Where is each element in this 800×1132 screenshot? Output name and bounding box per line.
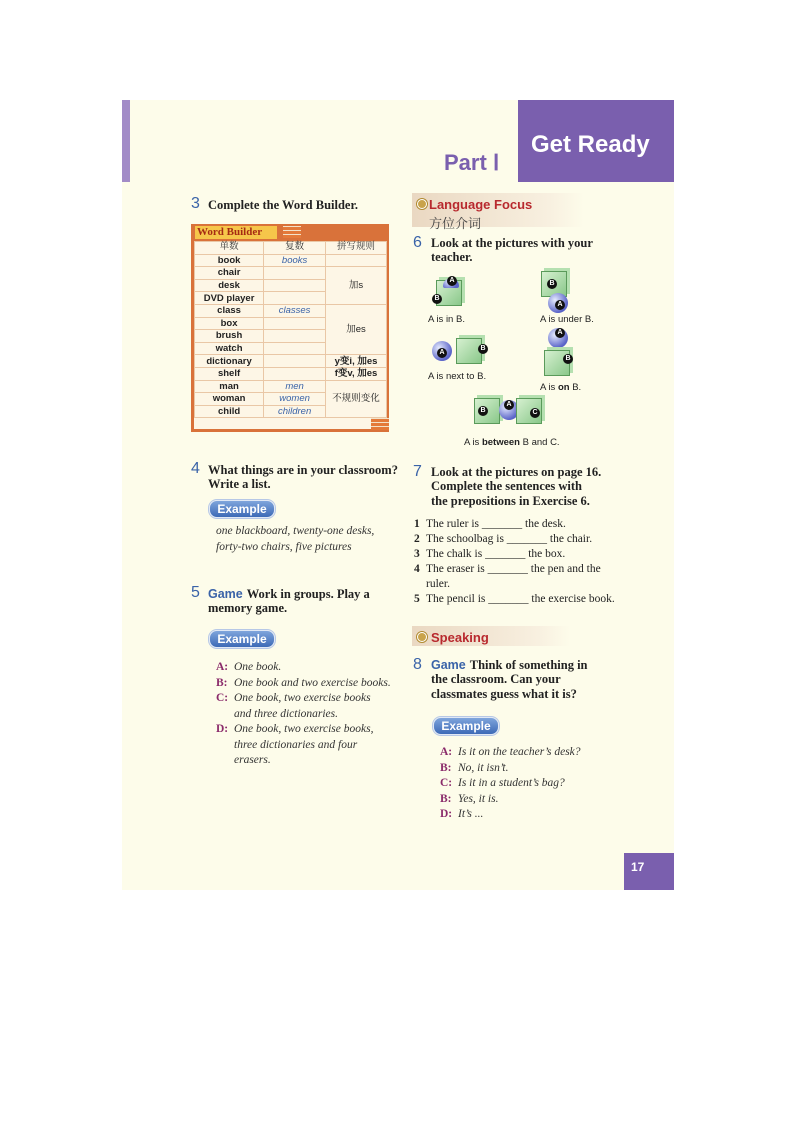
exercise-6-instruction-line2: teacher. xyxy=(431,250,473,264)
language-focus-title: Language Focus xyxy=(429,197,533,212)
caption-on xyxy=(540,382,581,393)
dialogue-line xyxy=(216,738,391,754)
table-cell: dictionary xyxy=(195,355,264,368)
label-b-icon: B xyxy=(478,406,488,416)
table-cell: desk xyxy=(195,279,264,292)
word-builder-table xyxy=(194,241,387,418)
label-c-icon: C xyxy=(530,408,540,418)
item-number: 4 xyxy=(414,563,420,575)
label-a-icon: A xyxy=(447,276,457,286)
caption-text: B and C. xyxy=(519,437,560,448)
dialogue-text: One book and two exercise books. xyxy=(234,676,391,689)
dialogue-line xyxy=(216,707,391,723)
exercise-6-number: 6 xyxy=(413,234,422,251)
example-badge: Example xyxy=(209,630,275,648)
game-label: Game xyxy=(208,587,243,601)
dialogue xyxy=(440,745,581,823)
list-item xyxy=(414,547,615,562)
textbook-page xyxy=(122,100,674,890)
exercise-8-instruction-text: Think of something in xyxy=(469,658,588,672)
list-item xyxy=(414,532,615,547)
dialogue-text: One book, two exercise books, xyxy=(234,723,374,735)
table-cell: 不规则变化 xyxy=(326,380,387,418)
table-row xyxy=(195,380,387,393)
bullet-icon xyxy=(417,199,427,209)
caption-text: A is xyxy=(464,437,482,448)
table-cell: class xyxy=(195,304,264,317)
table-cell: shelf xyxy=(195,367,264,380)
dialogue-text: One book, two exercise books xyxy=(234,692,371,704)
table-cell: brush xyxy=(195,330,264,343)
table-row xyxy=(195,267,387,280)
table-cell: chair xyxy=(195,267,264,280)
item-text: The pencil is _______ the exercise book. xyxy=(426,593,615,605)
table-cell: watch xyxy=(195,342,264,355)
dialogue-text: Yes, it is. xyxy=(458,792,499,805)
table-header-cell: 单数 xyxy=(195,242,264,255)
label-b-icon: B xyxy=(432,294,442,304)
exercise-8-instruction-line2: the classroom. Can your xyxy=(431,672,561,686)
exercise-7-instruction-line2: Complete the sentences with xyxy=(431,479,583,493)
speaker-label: B: xyxy=(440,792,452,805)
dialogue xyxy=(216,660,391,769)
bullet-icon xyxy=(417,632,427,642)
list-item xyxy=(414,517,615,532)
label-a-icon: A xyxy=(555,328,565,338)
speaker-label: C: xyxy=(440,777,453,789)
table-cell: man xyxy=(195,380,264,393)
exercise-6-instruction-line1: Look at the pictures with your xyxy=(431,236,593,250)
dialogue-text: erasers. xyxy=(234,754,271,766)
dialogue-line xyxy=(440,807,581,823)
dialogue-line xyxy=(216,753,391,769)
dialogue-text: Is it in a student’s bag? xyxy=(458,777,565,789)
item-text: ruler. xyxy=(426,578,450,590)
exercise-5-instruction-line2: memory game. xyxy=(208,601,288,615)
table-cell: f变v, 加es xyxy=(326,367,387,380)
speaker-label: D: xyxy=(440,808,453,820)
exercise-4-instruction-line1: What things are in your classroom? xyxy=(208,463,398,477)
exercise-4-instruction-line2: Write a list. xyxy=(208,477,271,491)
language-focus-subtitle: 方位介词 xyxy=(429,216,482,231)
sentence-list xyxy=(414,517,615,607)
table-cell: woman xyxy=(195,393,264,406)
label-b-icon: B xyxy=(563,354,573,364)
table-cell xyxy=(264,367,326,380)
caption-text: B. xyxy=(569,382,582,393)
brick-decoration-icon xyxy=(283,226,301,238)
label-b-icon: B xyxy=(478,344,488,354)
dialogue-line xyxy=(440,792,581,808)
dialogue-line xyxy=(216,676,391,692)
table-header-cell: 复数 xyxy=(264,242,326,255)
dialogue-line xyxy=(440,776,581,792)
example-badge: Example xyxy=(433,717,499,735)
table-cell xyxy=(264,330,326,343)
exercise-5-instruction-line1 xyxy=(208,587,370,602)
table-cell: classes xyxy=(264,304,326,317)
dialogue-text: One book. xyxy=(234,661,282,673)
table-cell xyxy=(326,254,387,267)
exercise-5-instruction-text: Work in groups. Play a xyxy=(246,587,370,601)
item-text: The ruler is _______ the desk. xyxy=(426,518,566,530)
item-text: The schoolbag is _______ the chair. xyxy=(426,533,593,545)
exercise-8-number: 8 xyxy=(413,656,422,673)
example-answer-line1: one blackboard, twenty-one desks, xyxy=(216,525,375,537)
example-answer-line2: forty-two chairs, five pictures xyxy=(216,541,352,553)
dialogue-text: No, it isn’t. xyxy=(458,761,509,774)
game-label: Game xyxy=(431,658,466,672)
table-cell: child xyxy=(195,405,264,418)
dialogue-text: and three dictionaries. xyxy=(234,707,339,720)
table-cell: book xyxy=(195,254,264,267)
speaker-label: C: xyxy=(216,692,229,704)
table-cell: y变i, 加es xyxy=(326,355,387,368)
dialogue-line xyxy=(216,660,391,676)
exercise-5-number: 5 xyxy=(191,584,200,601)
table-cell xyxy=(264,342,326,355)
list-item xyxy=(414,562,615,577)
table-cell: children xyxy=(264,405,326,418)
speaker-label: D: xyxy=(216,723,229,735)
label-a-icon: A xyxy=(504,400,514,410)
speaking-title: Speaking xyxy=(431,630,489,645)
example-badge: Example xyxy=(209,500,275,518)
brick-decoration-icon xyxy=(371,418,389,430)
exercise-7-instruction-line1: Look at the pictures on page 16. xyxy=(431,465,602,479)
dialogue-text: Is it on the teacher’s desk? xyxy=(458,746,581,758)
part-title: Part Ⅰ xyxy=(444,150,500,175)
exercise-8-instruction-line1 xyxy=(431,658,588,673)
exercise-7-instruction-line3: the prepositions in Exercise 6. xyxy=(431,494,590,508)
table-row xyxy=(195,304,387,317)
item-text: The eraser is _______ the pen and the xyxy=(426,563,601,575)
speaker-label: B: xyxy=(440,761,452,774)
table-cell xyxy=(264,317,326,330)
exercise-3-instruction: Complete the Word Builder. xyxy=(208,198,359,212)
dialogue-line xyxy=(216,722,391,738)
table-cell xyxy=(264,355,326,368)
table-cell xyxy=(264,279,326,292)
caption-preposition: on xyxy=(557,382,570,393)
table-cell: box xyxy=(195,317,264,330)
table-cell: DVD player xyxy=(195,292,264,305)
page-edge-bar xyxy=(122,100,130,182)
exercise-8-instruction-line3: classmates guess what it is? xyxy=(431,687,577,701)
table-cell: men xyxy=(264,380,326,393)
dialogue-text: It’s ... xyxy=(458,808,484,820)
exercise-7-number: 7 xyxy=(413,463,422,480)
caption-preposition: between xyxy=(481,437,520,448)
exercise-4-number: 4 xyxy=(191,460,200,477)
caption-text: A is xyxy=(540,382,558,393)
table-row xyxy=(195,254,387,267)
speaker-label: A: xyxy=(216,661,229,673)
caption-under: A is under B. xyxy=(540,314,594,325)
dialogue-line xyxy=(216,691,391,707)
label-a-icon: A xyxy=(555,300,565,310)
caption-in: A is in B. xyxy=(428,314,465,325)
exercise-3-number: 3 xyxy=(191,195,200,212)
caption-next-to: A is next to B. xyxy=(428,371,487,382)
item-number: 5 xyxy=(414,593,420,605)
table-row xyxy=(195,355,387,368)
table-header-cell: 拼写规则 xyxy=(326,242,387,255)
label-b-icon: B xyxy=(547,279,557,289)
dialogue-text: three dictionaries and four xyxy=(234,738,358,751)
table-cell: books xyxy=(264,254,326,267)
caption-between xyxy=(464,437,560,448)
table-cell xyxy=(264,292,326,305)
table-header-row xyxy=(195,242,387,255)
table-cell: 加es xyxy=(326,304,387,354)
item-number: 1 xyxy=(414,518,420,530)
section-title: Get Ready xyxy=(531,131,650,158)
word-builder-title: Word Builder xyxy=(195,226,277,239)
speaker-label: B: xyxy=(216,676,228,689)
item-number: 3 xyxy=(414,548,420,560)
speaker-label: A: xyxy=(440,746,453,758)
label-a-icon: A xyxy=(437,348,447,358)
table-cell: women xyxy=(264,393,326,406)
table-row xyxy=(195,367,387,380)
table-cell: 加s xyxy=(326,267,387,305)
dialogue-line xyxy=(440,761,581,777)
item-text: The chalk is _______ the box. xyxy=(426,548,566,560)
list-item xyxy=(414,592,615,607)
table-cell xyxy=(264,267,326,280)
item-number: 2 xyxy=(414,533,420,545)
page-number: 17 xyxy=(631,860,645,874)
list-item xyxy=(414,577,615,592)
dialogue-line xyxy=(440,745,581,761)
